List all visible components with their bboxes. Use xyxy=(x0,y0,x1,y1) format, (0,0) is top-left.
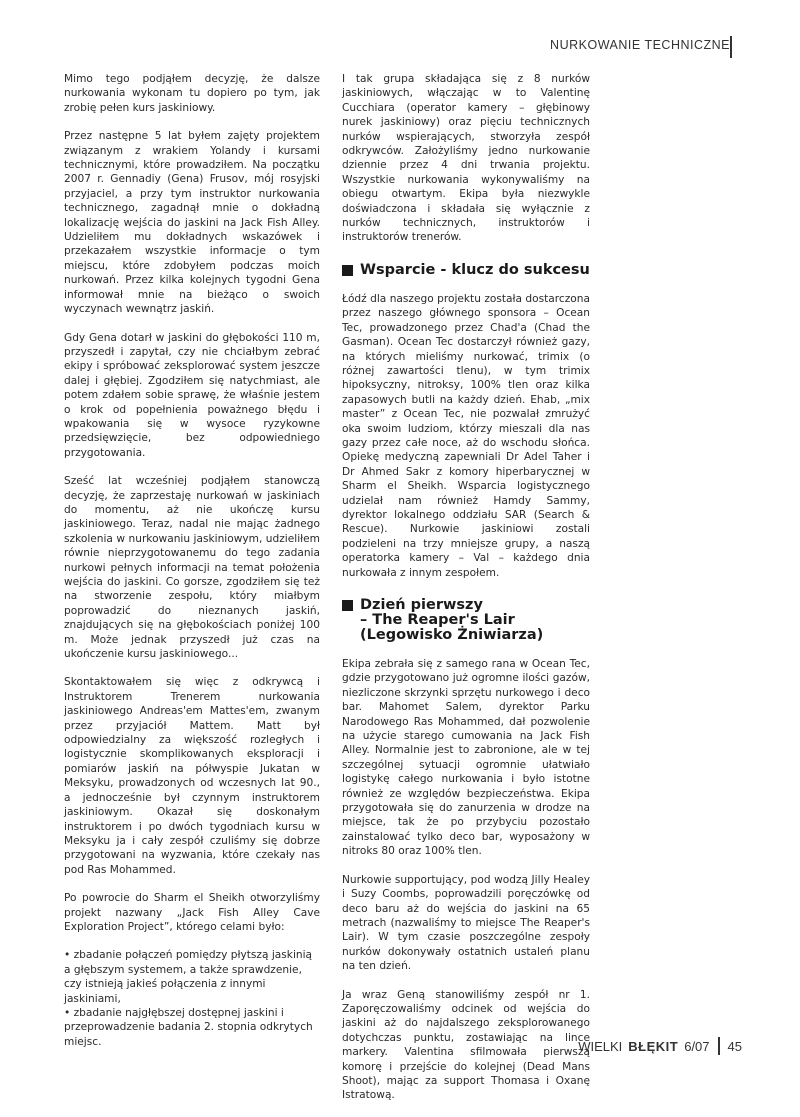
body-paragraph: I tak grupa składająca się z 8 nurków jaskiniowych, włączając w to Valentinę Cucchiara (operator kamery – głębinowy nurek jaskiniowy) oraz pięciu technicznych nurków wspierających, stworzyła zespół odkrywców. Założyliśmy jedno nurkowanie dziennie przez 4 dni trwania projektu. Wszystkie nurkowania wykonywaliśmy na obiegu otwartym. Ekipa była niezwykle doświadczona i składała się wyłącznie z nurków technicznych, instruktorów i instruktorów trenerów. xyxy=(342,73,590,244)
header-rule xyxy=(730,36,732,58)
square-bullet-icon xyxy=(342,600,353,611)
body-paragraph: Ekipa zebrała się z samego rana w Ocean Tec, gdzie przygotowano już ogromne ilości gazów, niezliczone skrzynki sprzętu nurkowego i deco bar. Mahomet Salem, dyrektor Parku Narodowego Ras Mohammed, dał pozwolenie na użycie starego cumowania na Jack Fish Alley. Normalnie jest to zabronione, ale w tej szczególnej sytuacji ogromnie ułatwiało logistykę całego nurkowania i było istotne również ze względów bezpieczeństwa. Ekipa przygotowała się do zanurzenia w drodze na miejsce, tak że po przybyciu pozostało zainstalować tylko deco bar, wyposażony w nitroks 80 oraz 100% tlen. xyxy=(342,658,590,858)
body-paragraph: Mimo tego podjąłem decyzję, że dalsze nurkowania wykonam tu dopiero po tym, jak zrobię pełen kurs jaskiniowy. xyxy=(64,73,320,114)
section-heading xyxy=(342,598,590,643)
body-paragraph: Po powrocie do Sharm el Sheikh otworzyliśmy projekt nazwany „Jack Fish Alley Cave Exploration Project”, którego celami było: xyxy=(64,892,320,933)
body-paragraph: Przez następne 5 lat byłem zajęty projektem związanym z wrakiem Yolandy i kursami technicznymi, które prowadziłem. Na początku 2007 r. Gennadiy (Gena) Frusov, mój rosyjski przyjaciel, a przy tym instruktor nurkowania technicznego, zagadnął mnie o dokładną lokalizację wejścia do jaskini na Jack Fish Alley. Udzieliłem mu dokładnych wskazówek i przekazałem wszystkie informacje o tym miejscu, które zdobyłem podczas moich nurkowań. Przez kilka kolejnych tygodni Gena informował mnie na bieżąco o swoich wyczynach wewnątrz jaskiń. xyxy=(64,130,320,316)
body-paragraph: Sześć lat wcześniej podjąłem stanowczą decyzję, że zaprzestaję nurkowań w jaskiniach do momentu, aż nie ukończę kursu jaskiniowego. Teraz, nadal nie mając żadnego szkolenia w nurkowaniu jaskiniowym, udzieliłem równie nieprzygotowanemu do tego zadania nurkowi pełnych informacji na temat położenia wejścia do jaskini. Co gorsze, zgodziłem się też na stworzenie zespołu, który miałbym poprowadzić do nieznanych jaskiń, znajdujących się na głębokościach poniżej 100 m. Może jednak przyszedł już czas na ukończenie kursu jaskiniowego... xyxy=(64,475,320,661)
body-paragraph: Nurkowie supportujący, pod wodzą Jilly Healey i Suzy Coombs, poprowadzili poręczówkę od deco baru aż do wejścia do jaskini na 65 metrach (nazwaliśmy to miejsce The Reaper's Lair). W tym czasie poszczególne zespoły nurków dokonywały ostatnich ustaleń planu na ten dzień. xyxy=(342,873,590,973)
issue-number: 6/07 xyxy=(684,1038,710,1054)
list-item: • zbadanie połączeń pomiędzy płytszą jaskinią a głębszym systemem, a także sprawdzenie, czy istnieją jakieś połączenia z innymi jaskiniami, xyxy=(64,949,313,1005)
body-paragraph: Ja wraz Geną stanowiliśmy zespół nr 1. Zaporęczowaliśmy odcinek od wejścia do jaskini aż do najdalszego zeksplorowanego dotychczas punktu, zostawiając na lince markery. Valentina sfilmowała pierwszą komorę i przejście do kolejnej (Dead Mans Shoot), mając za support Thomasa i Oxanę Istratową. xyxy=(342,988,590,1102)
page-number: 45 xyxy=(727,1038,742,1054)
section-heading-text: Dzień pierwszy – The Reaper's Lair (Legowisko Żniwiarza) xyxy=(360,597,544,643)
section-heading xyxy=(342,263,590,278)
body-paragraph: Gdy Gena dotarł w jaskini do głębokości 110 m, przyszedł i zapytał, czy nie chciałbym zebrać ekipy i spróbować zeksplorować system jeszcze dalej i głębiej. Zgodziłem się natychmiast, ale potem zdałem sobie sprawę, że właśnie jestem o krok od popełnienia poważnego błędu i wpakowania się w wysoce ryzykowne przedsięwzięcie, bez odpowiedniego przygotowania. xyxy=(64,331,320,459)
magazine-name: WIELKI xyxy=(578,1038,623,1054)
section-heading-text: Wsparcie - klucz do sukcesu xyxy=(360,261,590,278)
body-paragraph: Skontaktowałem się więc z odkrywcą i Instruktorem Trenerem nurkowania jaskiniowego Andreas'em Mattes'em, zwanym przez przyjaciół Mattem. Matt był odpowiedzialny za większość rozległych i logistycznie skomplikowanych eksploracji i pomiarów jaskiń na półwyspie Jukatan w Meksyku, prowadzonych od wczesnych lat 90., a jednocześnie był czynnym instruktorem jaskiniowym. Okazał się doskonałym instruktorem i po dwóch tygodniach kursu w Meksyku ja i cały zespół czuliśmy się dobrze przygotowani na wyzwania, które czekały nas pod Ras Mohammed. xyxy=(64,676,320,876)
square-bullet-icon xyxy=(342,265,353,276)
page-footer xyxy=(578,1037,742,1055)
right-column xyxy=(342,72,590,1117)
section-header: NURKOWANIE TECHNICZNE xyxy=(550,38,730,52)
list-item: • zbadanie najgłębszej dostępnej jaskini i przeprowadzenie badania 2. stopnia odkrytych miejsc. xyxy=(64,1006,313,1048)
left-column xyxy=(64,72,320,1049)
footer-divider xyxy=(718,1037,720,1055)
body-paragraph: Łódź dla naszego projektu została dostarczona przez naszego głównego sponsora – Ocean Tec, prowadzonego przez Chad'a (Chad the Gasman). Ocean Tec dostarczył również gazy, na których mieliśmy nurkować, trimix (o różnej zawartości tlenu), w tym trimix hipoksyczny, nitroksy, 100% tlen oraz kilka zapasowych butli na każdy dzień. Ehab, „mix master” z Ocean Tec, nie pozwalał zmrużyć oka swoim ludziom, którzy mieszali dla nas gazy przez całe noce, aż do wschodu słońca. Opiekę medyczną zapewniali Dr Adel Taher i Dr Ahmed Sakr z komory hiperbarycznej w Sharm el Sheikh. Wsparcia logistycznego udzielał nam również Hamdy Sammy, dyrektor lokalnego oddziału SAR (Search & Rescue). Nurkowie jaskiniowi zostali podzieleni na trzy mniejsze grupy, a naszą operatorka kamery – Val – każdego dnia nurkowała z innym zespołem. xyxy=(342,292,590,579)
magazine-name-bold: BŁĘKIT xyxy=(628,1038,679,1054)
